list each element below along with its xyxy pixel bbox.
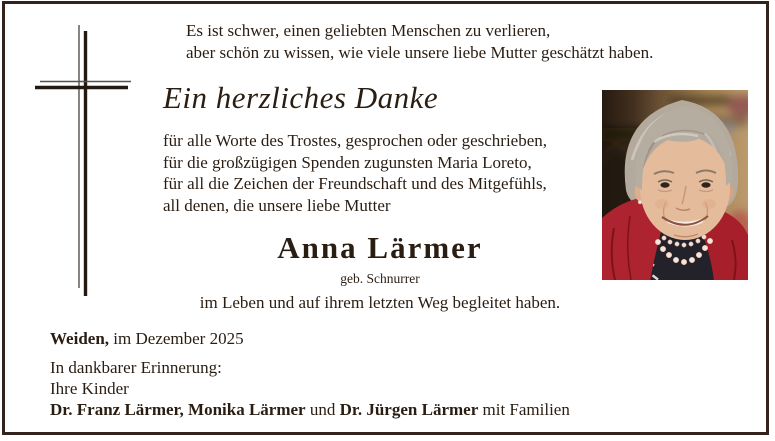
memorial-cross-icon — [28, 18, 138, 308]
date: im Dezember 2025 — [109, 329, 244, 348]
intro-line: Es ist schwer, einen geliebten Menschen zu verlieren, — [186, 21, 551, 40]
closing-line: im Leben und auf ihrem letzten Weg begleitet haben. — [199, 293, 561, 312]
body-line: für all die Zeichen der Freundschaft und des Mitgefühls, — [163, 174, 547, 193]
family-line — [50, 399, 570, 420]
place: Weiden, — [50, 329, 110, 348]
maiden-name: geb. Schnurrer — [340, 271, 420, 286]
portrait-photo — [602, 90, 748, 280]
place-date-line — [50, 328, 244, 349]
family-names-bold: Dr. Franz Lärmer, Monika Lärmer — [50, 400, 306, 419]
body-line: für die großzügigen Spenden zugunsten Maria Loreto, — [163, 152, 532, 172]
remembrance-line: In dankbarer Erinnerung: — [50, 358, 222, 377]
family-names-bold: Dr. Jürgen Lärmer — [339, 400, 479, 419]
family-connector: und — [305, 400, 340, 419]
body-line: für alle Worte des Trostes, gesprochen oder geschrieben, — [163, 131, 548, 150]
intro-line: aber schön zu wissen, wie viele unsere liebe Mutter geschätzt haben. — [186, 42, 654, 62]
body-line: all denen, die unsere liebe Mutter — [163, 195, 391, 215]
family-suffix: mit Familien — [478, 400, 570, 419]
thanks-body — [163, 130, 547, 216]
thanks-headline: Ein herzliches Danke — [163, 80, 439, 115]
intro-paragraph — [186, 20, 653, 63]
deceased-name: Anna Lärmer — [277, 230, 483, 265]
children-line: Ihre Kinder — [50, 379, 129, 398]
